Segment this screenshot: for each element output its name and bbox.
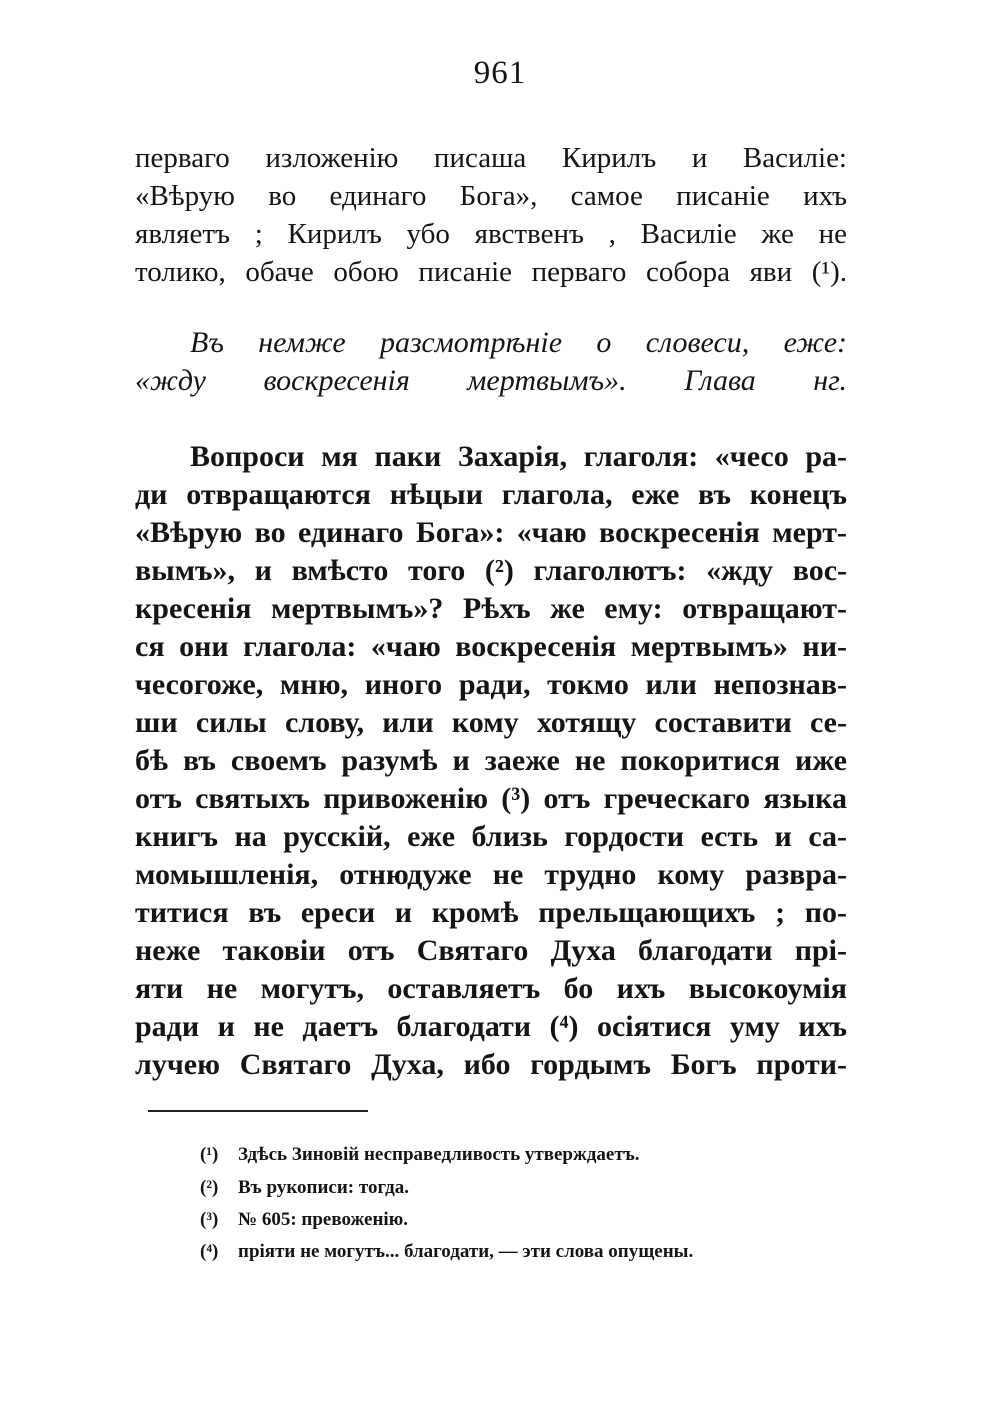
text-line: вымъ», и вмѣсто того (²) глаголютъ: «жду вос-	[135, 554, 847, 587]
text-line: «Вѣрую во единаго Бога», самое писаніе ихъ	[135, 180, 847, 212]
text-line: лучею Святаго Духа, ибо гордымъ Богъ проти-	[135, 1048, 847, 1081]
text-line: Вопроси мя паки Захарія, глаголя: «чесо ра-	[190, 440, 847, 473]
text-line: книгъ на русскій, еже близь гордости есть и са-	[135, 820, 847, 853]
text-line: ди отвращаются нѣцыи глагола, еже въ конецъ	[135, 478, 847, 511]
text-line: чесогоже, мню, иного ради, токмо или непознав-	[135, 668, 847, 701]
footnote-text: № 605: превоженію.	[238, 1209, 408, 1230]
text-line: ши силы слову, или кому хотящу составити се-	[135, 706, 847, 739]
footnote-marker: (⁴)	[200, 1241, 219, 1262]
footnote	[200, 1239, 693, 1265]
text-line: ся они глагола: «чаю воскресенія мертвымъ» ни-	[135, 630, 847, 663]
text-line: толико, обаче обою писаніе перваго собора яви (¹).	[135, 256, 847, 288]
text-line: яти не могутъ, оставляетъ бо ихъ высокоумія	[135, 972, 847, 1005]
footnote	[200, 1142, 639, 1168]
footnote-marker: (³)	[200, 1209, 219, 1230]
footnote-marker: (²)	[200, 1177, 219, 1198]
text-line: отъ святыхъ привоженію (³) отъ греческаго языка	[135, 782, 847, 815]
text-line: являетъ ; Кирилъ убо явственъ , Василіе же не	[135, 218, 847, 250]
page-number: 961	[473, 55, 527, 91]
footnote	[200, 1175, 409, 1201]
footnote	[200, 1207, 408, 1233]
footnote-divider	[148, 1110, 368, 1112]
text-line: кресенія мертвымъ»? Рѣхъ же ему: отвращают-	[135, 592, 847, 625]
heading-line: «жду воскресенія мертвымъ». Глава нг.	[135, 364, 847, 397]
text-line: титися въ ереси и кромѣ прельщающихъ ; по-	[135, 896, 847, 929]
text-line: перваго изложенію писаша Кирилъ и Василіе:	[135, 142, 847, 174]
footnote-text: пріяти не могутъ... благодати, — эти слова опущены.	[238, 1241, 694, 1262]
footnote-text: Въ рукописи: тогда.	[238, 1177, 409, 1198]
text-line: бѣ въ своемъ разумѣ и заеже не покоритися иже	[135, 744, 847, 777]
footnote-text: Здѣсь Зиновій несправедливость утверждаетъ.	[238, 1144, 640, 1165]
text-line: «Вѣрую во единаго Бога»: «чаю воскресенія мерт-	[135, 516, 847, 549]
text-line: неже таковіи отъ Святаго Духа благодати прі-	[135, 934, 847, 967]
footnote-marker: (¹)	[200, 1144, 219, 1165]
heading-line: Въ немже разсмотрѣніе о словеси, еже:	[190, 326, 847, 359]
text-line: ради и не даетъ благодати (⁴) осіятися уму ихъ	[135, 1010, 847, 1043]
text-line: момышленія, отнюдуже не трудно кому разврa-	[135, 858, 847, 891]
